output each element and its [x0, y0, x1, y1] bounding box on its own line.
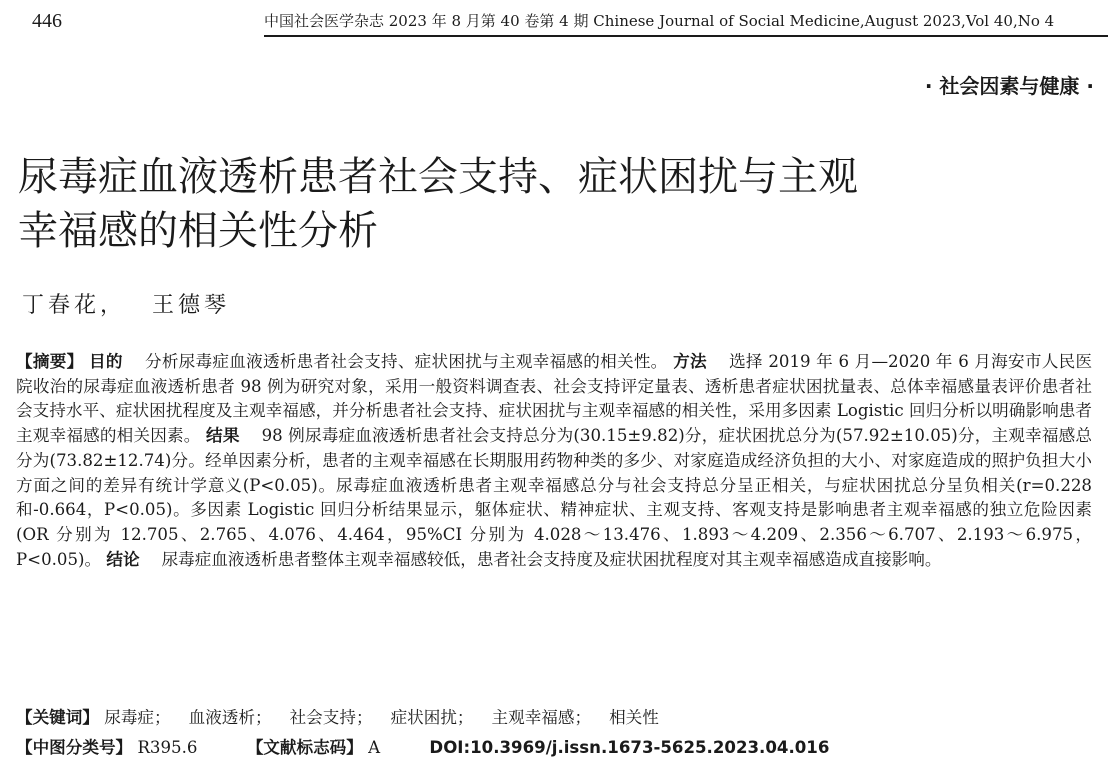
keyword: 相关性 [609, 708, 659, 727]
objective-label: 目的 [88, 352, 123, 371]
page-header [18, 8, 1100, 34]
conclusion-label: 结论 [106, 549, 140, 569]
keyword: 血液透析； [188, 708, 272, 727]
keywords-label: 【关键词】 [16, 708, 99, 727]
doc-code: A [368, 738, 381, 757]
keyword: 社会支持； [289, 708, 373, 727]
title-line-2: 幸福感的相关性分析 [18, 208, 378, 254]
clc-label: 【中图分类号】 [16, 738, 133, 757]
results-text: 98 例尿毒症血液透析患者社会支持总分为(30.15±9.82)分，症状困扰总分为(57.92±10.05)分，主观幸福感总分为(73.82±12.74)分。经单因素分析，患者的主观幸福感在长期服用药物种类的多少、对家庭造成经济负担的大小、对家庭造成的照护负担大小方面之间的差异有统计学意义(P<0.05)。尿毒症血液透析患者主观幸福感总分与社会支持总分呈正相关，与症状困扰总分呈负相关(r=0.228 和-0.664，P<0.05)。多因素 Logistic 回归分析结果显示，躯体症状、精神症状、主观支持、客观支持是影响患者主观幸福感的独立危险因素(OR 分别为 12.705、2.765、4.076、4.464，95%CI 分别为 4.028～13.476、1.893～4.209、2.356～6.707、2.193～6.975，P<0.05)。 [16, 426, 1093, 569]
author-list [22, 288, 230, 319]
results-label: 结果 [206, 426, 240, 446]
abstract-label: 【摘要】 [16, 352, 84, 371]
keywords [16, 706, 1092, 730]
keyword: 症状困扰； [390, 708, 474, 727]
classification-line [16, 736, 1092, 760]
article-title [18, 150, 1018, 258]
conclusion-text: 尿毒症血液透析患者整体主观幸福感较低，患者社会支持度及症状困扰程度对其主观幸福感造成直接影响。 [161, 549, 942, 569]
doc-code-label: 【文献标志码】 [246, 738, 363, 757]
clc-code: R395.6 [137, 738, 198, 757]
author-1: 丁春花， [22, 293, 127, 318]
abstract [16, 350, 1092, 572]
author-2: 王德琴 [152, 293, 231, 318]
page-number: 446 [32, 10, 62, 32]
objective-text: 分析尿毒症血液透析患者社会支持、症状困扰与主观幸福感的相关性。 [144, 352, 668, 371]
title-line-1: 尿毒症血液透析患者社会支持、症状困扰与主观 [18, 154, 858, 200]
doi: DOI:10.3969/j.issn.1673-5625.2023.04.016 [429, 738, 830, 757]
methods-text: 选择 2019 年 6 月—2020 年 6 月海安市人民医院收治的尿毒症血液透析患者 98 例为研究对象，采用一般资料调查表、社会支持评定量表、透析患者症状困扰量表、总体幸福感量表评价患者社会支持水平、症状困扰程度及主观幸福感，并分析患者社会支持、症状困扰与主观幸福感的相关性，采用多因素 Logistic 回归分析以明确影响患者主观幸福感的相关因素。 [16, 352, 1093, 446]
journal-running-head: 中国社会医学杂志 2023 年 8 月第 40 卷第 4 期 Chinese Journal of Social Medicine,August 2023,Vol 40,No 4 [264, 10, 1108, 37]
keyword: 尿毒症； [104, 708, 171, 727]
methods-label: 方法 [673, 352, 707, 371]
keyword: 主观幸福感； [491, 708, 592, 727]
section-heading: · 社会因素与健康 · [924, 74, 1094, 98]
